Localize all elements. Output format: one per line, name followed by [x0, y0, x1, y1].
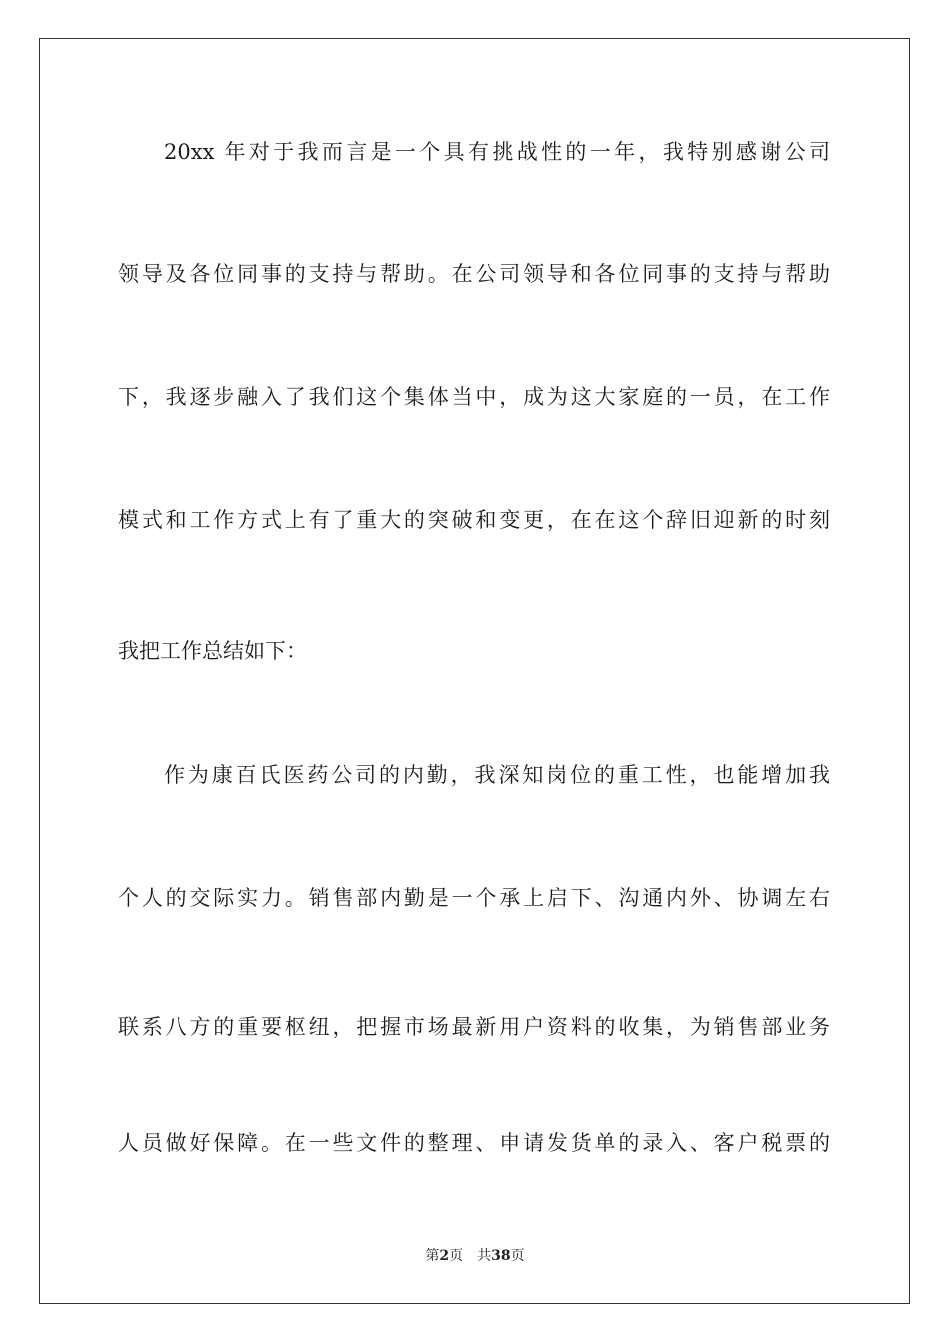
paragraph-1-line-3: 下，我逐步融入了我们这个集体当中，成为这大家庭的一员，在工作 — [118, 385, 830, 409]
page-border — [39, 38, 910, 1304]
page-prefix: 第 — [425, 1248, 440, 1264]
paragraph-1-line-1: 20xx 年对于我而言是一个具有挑战性的一年，我特别感谢公司 — [164, 140, 830, 164]
paragraph-2-line-2: 个人的交际实力。销售部内勤是一个承上启下、沟通内外、协调左右 — [118, 886, 830, 910]
paragraph-1-line-5: 我把工作总结如下： — [118, 639, 307, 663]
paragraph-1-line-4: 模式和工作方式上有了重大的突破和变更，在在这个辞旧迎新的时刻 — [118, 508, 830, 532]
paragraph-2-line-1: 作为康百氏医药公司的内勤，我深知岗位的重工性，也能增加我 — [164, 763, 830, 787]
paragraph-2-line-3: 联系八方的重要枢纽，把握市场最新用户资料的收集，为销售部业务 — [118, 1015, 830, 1039]
paragraph-2-line-4: 人员做好保障。在一些文件的整理、申请发货单的录入、客户税票的 — [118, 1131, 830, 1155]
page-footer — [0, 1246, 950, 1266]
total-prefix: 共 — [477, 1248, 492, 1264]
paragraph-1-line-2: 领导及各位同事的支持与帮助。在公司领导和各位同事的支持与帮助 — [118, 262, 830, 286]
page-unit: 页 — [449, 1248, 464, 1264]
page-total-number: 38 — [491, 1248, 511, 1264]
total-unit: 页 — [510, 1248, 525, 1264]
page-current-number: 2 — [439, 1248, 450, 1264]
